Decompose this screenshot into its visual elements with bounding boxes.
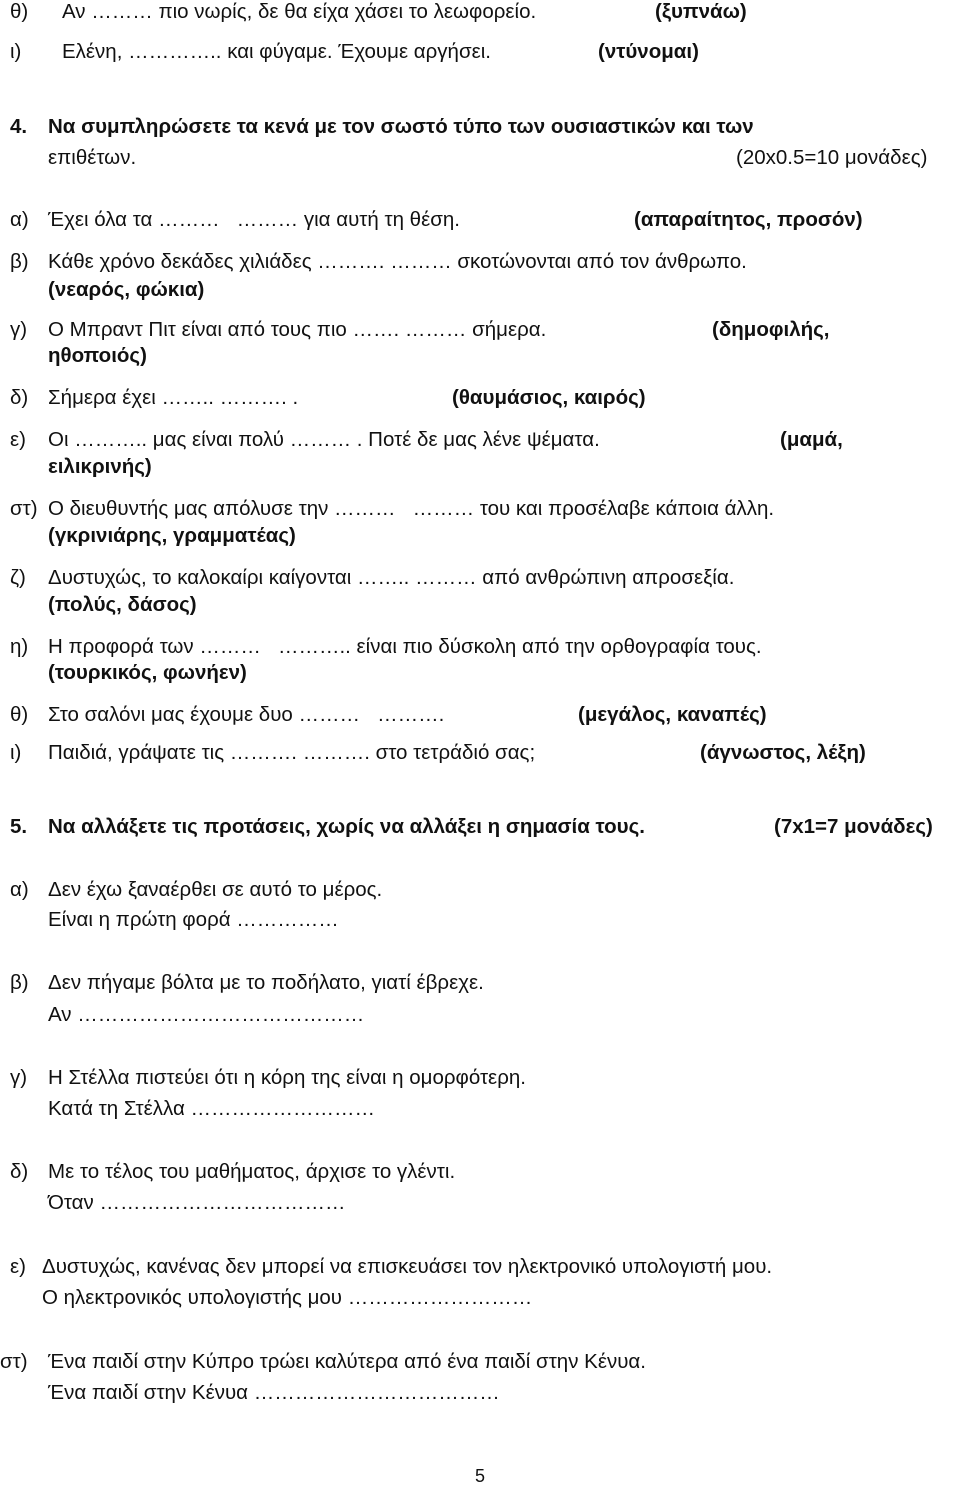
item-label: ζ) — [10, 566, 26, 589]
item-answer-start: Αν …………………………………… — [48, 1003, 365, 1026]
item-answer-start: Ένα παιδί στην Κένυα ……………………………… — [48, 1381, 500, 1404]
item-hint-cont: ηθοποιός) — [48, 344, 147, 367]
item-text: Στο σαλόνι μας έχουμε δυο ……… ………. — [48, 703, 445, 726]
item-label: ι) — [10, 40, 22, 63]
item-hint: (μεγάλος, καναπές) — [578, 703, 767, 726]
item-hint: (ντύνομαι) — [598, 40, 699, 63]
item-label: στ) — [10, 497, 38, 520]
item-label: ε) — [10, 428, 26, 451]
item-sentence: Δεν έχω ξαναέρθει σε αυτό το μέρος. — [48, 878, 383, 901]
exercise-points: (7x1=7 μονάδες) — [774, 815, 933, 838]
item-label: γ) — [10, 1066, 28, 1089]
item-hint: (γκρινιάρης, γραμματέας) — [48, 524, 296, 547]
item-sentence: Δεν πήγαμε βόλτα με το ποδήλατο, γιατί έβρεχε. — [48, 971, 484, 994]
item-hint: (δημοφιλής, — [712, 318, 830, 341]
item-text: Κάθε χρόνο δεκάδες χιλιάδες ………. ……… σκοτώνονται από τον άνθρωπο. — [48, 250, 747, 273]
exercise-title: Να συμπληρώσετε τα κενά με τον σωστό τύπο των ουσιαστικών και των — [48, 115, 754, 138]
item-label: θ) — [10, 703, 29, 726]
item-hint: (νεαρός, φώκια) — [48, 278, 205, 301]
item-answer-start: Κατά τη Στέλλα ……………………… — [48, 1097, 375, 1120]
item-text: Αν ……… πιο νωρίς, δε θα είχα χάσει το λεωφορείο. — [62, 0, 537, 23]
item-label: ι) — [10, 741, 22, 764]
item-answer-start: Ο ηλεκτρονικός υπολογιστής μου ……………………… — [42, 1286, 533, 1309]
item-hint: (πολύς, δάσος) — [48, 593, 197, 616]
item-text: Ο Μπραντ Πιτ είναι από τους πιο ……. ……… σήμερα. — [48, 318, 547, 341]
item-label: δ) — [10, 386, 29, 409]
item-hint: (μαμά, — [780, 428, 843, 451]
item-text: Παιδιά, γράψατε τις ………. ………. στο τετράδιό σας; — [48, 741, 536, 764]
item-text: Ελένη, ………….. και φύγαμε. Έχουμε αργήσει. — [62, 40, 491, 63]
exercise-number: 5. — [10, 815, 28, 838]
item-sentence: Η Στέλλα πιστεύει ότι η κόρη της είναι η ομορφότερη. — [48, 1066, 526, 1089]
page-number: 5 — [474, 1466, 485, 1486]
item-hint: (θαυμάσιος, καιρός) — [452, 386, 646, 409]
item-label: β) — [10, 250, 29, 273]
exercise-title: Να αλλάξετε τις προτάσεις, χωρίς να αλλάξει η σημασία τους. — [48, 815, 645, 838]
item-answer-start: Όταν ……………………………… — [48, 1191, 346, 1214]
item-label: ε) — [10, 1255, 26, 1278]
item-text: Η προφορά των ……… ……….. είναι πιο δύσκολη από την ορθογραφία τους. — [48, 635, 762, 658]
item-hint: (απαραίτητος, προσόν) — [634, 208, 863, 231]
item-sentence: Δυστυχώς, κανένας δεν μπορεί να επισκευάσει τον ηλεκτρονικό υπολογιστή μου. — [42, 1255, 773, 1278]
item-label: α) — [10, 878, 29, 901]
exercise-title-cont: επιθέτων. — [48, 146, 137, 169]
item-hint-cont: ειλικρινής) — [48, 455, 152, 478]
item-text: Έχει όλα τα ……… ……… για αυτή τη θέση. — [48, 208, 460, 231]
item-text: Οι ……….. μας είναι πολύ ……… . Ποτέ δε μας λένε ψέματα. — [48, 428, 600, 451]
item-sentence: Με το τέλος του μαθήματος, άρχισε το γλέντι. — [48, 1160, 456, 1183]
item-hint: (ξυπνάω) — [655, 0, 747, 23]
exercise-points: (20x0.5=10 μονάδες) — [736, 146, 928, 169]
item-label: β) — [10, 971, 29, 994]
item-text: Δυστυχώς, το καλοκαίρι καίγονται …….. ……… από ανθρώπινη απροσεξία. — [48, 566, 735, 589]
item-label: η) — [10, 635, 29, 658]
item-hint: (τουρκικός, φωνήεν) — [48, 661, 247, 684]
item-label: στ) — [0, 1350, 28, 1373]
item-label: α) — [10, 208, 29, 231]
item-sentence: Ένα παιδί στην Κύπρο τρώει καλύτερα από ένα παιδί στην Κένυα. — [48, 1350, 646, 1373]
item-label: θ) — [10, 0, 29, 23]
exercise-number: 4. — [10, 115, 28, 138]
item-hint: (άγνωστος, λέξη) — [700, 741, 866, 764]
item-label: δ) — [10, 1160, 29, 1183]
item-text: Σήμερα έχει …….. ………. . — [48, 386, 299, 409]
item-answer-start: Είναι η πρώτη φορά …………… — [48, 908, 339, 931]
item-text: Ο διευθυντής μας απόλυσε την ……… ……… του και προσέλαβε κάποια άλλη. — [48, 497, 775, 520]
item-label: γ) — [10, 318, 28, 341]
